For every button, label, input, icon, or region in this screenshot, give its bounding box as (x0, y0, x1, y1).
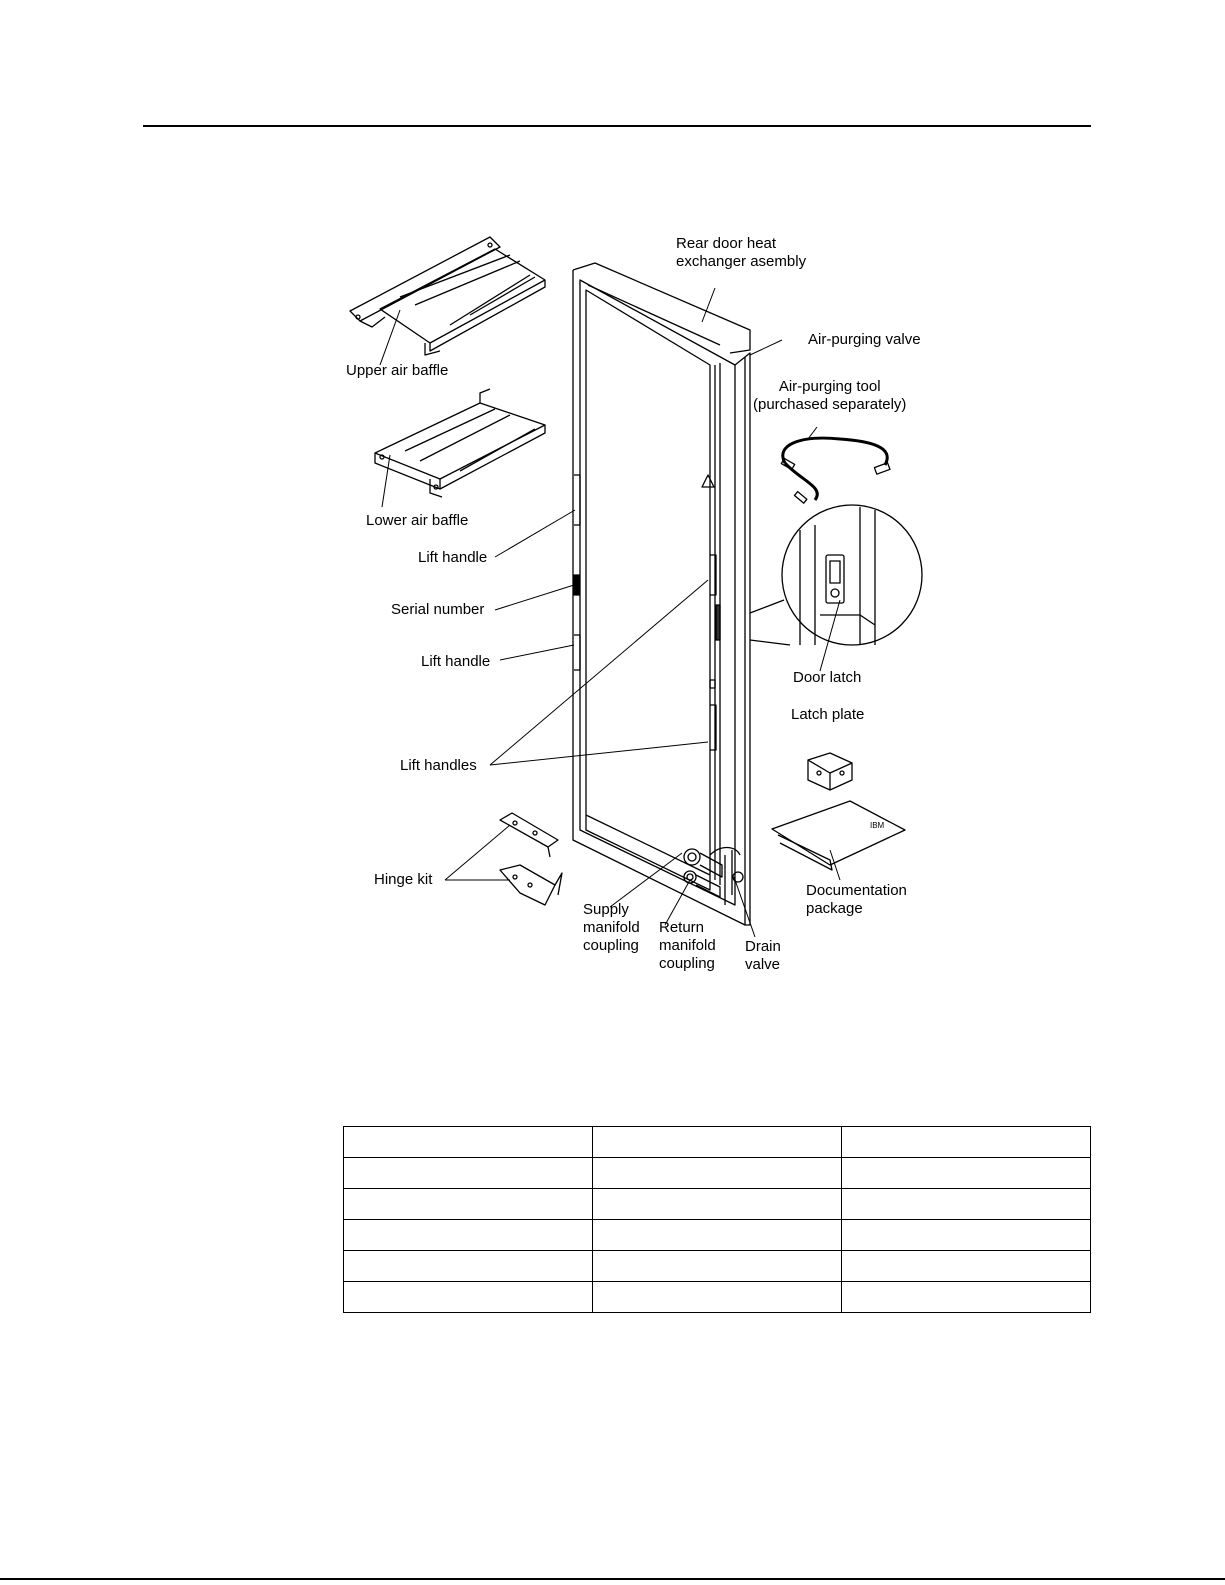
return-manifold-coupling-label: Return manifold coupling (659, 919, 716, 972)
rear-door-label: Rear door heat exchanger asembly (676, 235, 807, 270)
latch-plate-drawing (808, 753, 852, 790)
hinge-kit-drawing (500, 813, 562, 905)
rear-door-heat-exchanger-figure (330, 225, 950, 985)
table-cell (842, 1158, 1091, 1189)
table-cell (593, 1251, 842, 1282)
hinge-kit-label: Hinge kit (374, 871, 433, 888)
documentation-package-drawing (772, 801, 905, 870)
table-cell (593, 1220, 842, 1251)
table-cell (842, 1189, 1091, 1220)
table-cell (344, 1282, 593, 1313)
upper-air-baffle-drawing (350, 237, 545, 355)
table-cell (593, 1158, 842, 1189)
rear-door-drawing (573, 263, 750, 925)
lift-handles-label: Lift handles (400, 757, 477, 774)
lift-handle-label-1: Lift handle (418, 549, 488, 566)
bottom-rule (0, 1578, 1225, 1580)
drain-valve-label: Drain valve (745, 938, 781, 973)
table-header-cell (593, 1127, 842, 1158)
table-cell (593, 1189, 842, 1220)
air-purging-tool-label: Air-purging tool (purchased separately) (753, 378, 907, 413)
table-row (344, 1282, 1091, 1313)
table-header-cell (842, 1127, 1091, 1158)
table-cell (842, 1251, 1091, 1282)
table-cell (842, 1282, 1091, 1313)
table-header-cell (344, 1127, 593, 1158)
table-cell (344, 1251, 593, 1282)
table-cell (344, 1158, 593, 1189)
table-row (344, 1220, 1091, 1251)
door-latch-label: Door latch (793, 669, 862, 686)
table-cell (344, 1189, 593, 1220)
latch-plate-label: Latch plate (791, 706, 865, 723)
air-purging-valve-label: Air-purging valve (808, 331, 921, 348)
air-purging-tool-drawing (781, 438, 890, 503)
table-cell (842, 1220, 1091, 1251)
documentation-logo: IBM (870, 821, 885, 830)
table-row (344, 1251, 1091, 1282)
parts-table (343, 1126, 1091, 1313)
top-rule (143, 125, 1091, 127)
table-header-row (344, 1127, 1091, 1158)
documentation-package-label: Documentation package (806, 882, 907, 917)
door-latch-detail-drawing (750, 505, 922, 645)
serial-number-label: Serial number (391, 601, 485, 618)
table-row (344, 1158, 1091, 1189)
table-cell (344, 1220, 593, 1251)
supply-manifold-coupling-label: Supply manifold coupling (583, 901, 640, 954)
table-cell (593, 1282, 842, 1313)
upper-air-baffle-label: Upper air baffle (346, 362, 449, 379)
lower-air-baffle-label: Lower air baffle (366, 512, 469, 529)
lower-air-baffle-drawing (375, 389, 545, 497)
table-row (344, 1189, 1091, 1220)
lift-handle-label-2: Lift handle (421, 653, 491, 670)
